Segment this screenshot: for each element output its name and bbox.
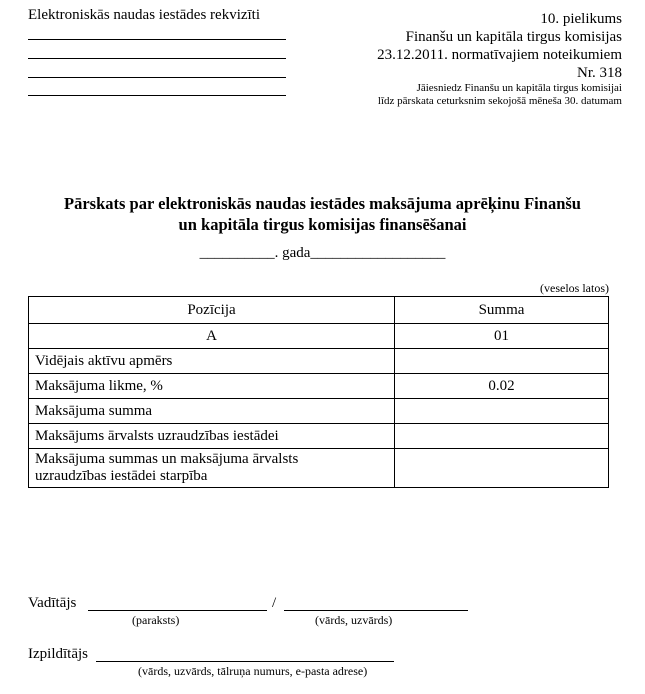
row-value-difference [395,449,609,488]
row-value-payment-amount [395,399,609,424]
table-row [29,349,609,374]
table-code-row [29,324,609,349]
report-title-line-2: un kapitāla tirgus komisijas finansēšanai [178,215,467,234]
signature-caption: (paraksts) [132,613,180,627]
row-value-payment-rate: 0.02 [395,374,609,399]
row-label-average-assets: Vidējais aktīvu apmērs [29,349,395,374]
executor-label: Izpildītājs [28,646,88,662]
head-signature-line[interactable] [88,610,267,611]
table-header-row [29,297,609,324]
report-period: __________. gada__________________ [199,245,446,261]
regulation-block [377,10,622,108]
name-caption: (vārds, uzvārds) [315,613,393,627]
row-value-average-assets [395,349,609,374]
report-title-line-1: Pārskats par elektroniskās naudas iestādes maksājuma aprēķinu Finanšu [64,194,581,213]
regulation-line-2: 23.12.2011. normatīvajiem noteikumiem [377,47,622,63]
regulation-number: Nr. 318 [577,65,622,81]
head-label: Vadītājs [28,595,77,611]
requisites-line-4 [28,95,286,96]
row-label-difference [29,449,395,488]
submit-line-1: Jāiesniedz Finanšu un kapitāla tirgus komisijai [416,82,622,94]
row-label-difference-line-2: uzraudzības iestādei starpība [35,468,208,484]
position-table [28,296,609,488]
unit-note: (veselos latos) [540,281,609,295]
column-header-position: Pozīcija [29,297,395,324]
head-name-line[interactable] [284,610,468,611]
executor-caption: (vārds, uzvārds, tālruņa numurs, e-pasta adrese) [138,664,368,678]
table-row [29,449,609,488]
column-header-amount: Summa [395,297,609,324]
requisites-line-2 [28,58,286,59]
row-label-payment-rate: Maksājuma likme, % [29,374,395,399]
report-title [20,193,625,235]
row-label-foreign-payment: Maksājums ārvalsts uzraudzības iestādei [29,424,395,449]
table-row [29,424,609,449]
code-cell-position: A [29,324,395,349]
requisites-line-3 [28,77,286,78]
table-row [29,399,609,424]
appendix-number: 10. pielikums [540,11,622,27]
code-cell-amount: 01 [395,324,609,349]
executor-line[interactable] [96,661,394,662]
table-row [29,374,609,399]
requisites-label: Elektroniskās naudas iestādes rekvizīti [28,7,261,23]
submit-line-2: līdz pārskata ceturksnim sekojošā mēneša 30. datumam [377,95,622,107]
requisites-line-1 [28,39,286,40]
row-label-payment-amount: Maksājuma summa [29,399,395,424]
row-value-foreign-payment [395,424,609,449]
signature-slash: / [272,595,277,611]
row-label-difference-line-1: Maksājuma summas un maksājuma ārvalsts [35,451,299,467]
regulation-line-1: Finanšu un kapitāla tirgus komisijas [405,29,622,45]
